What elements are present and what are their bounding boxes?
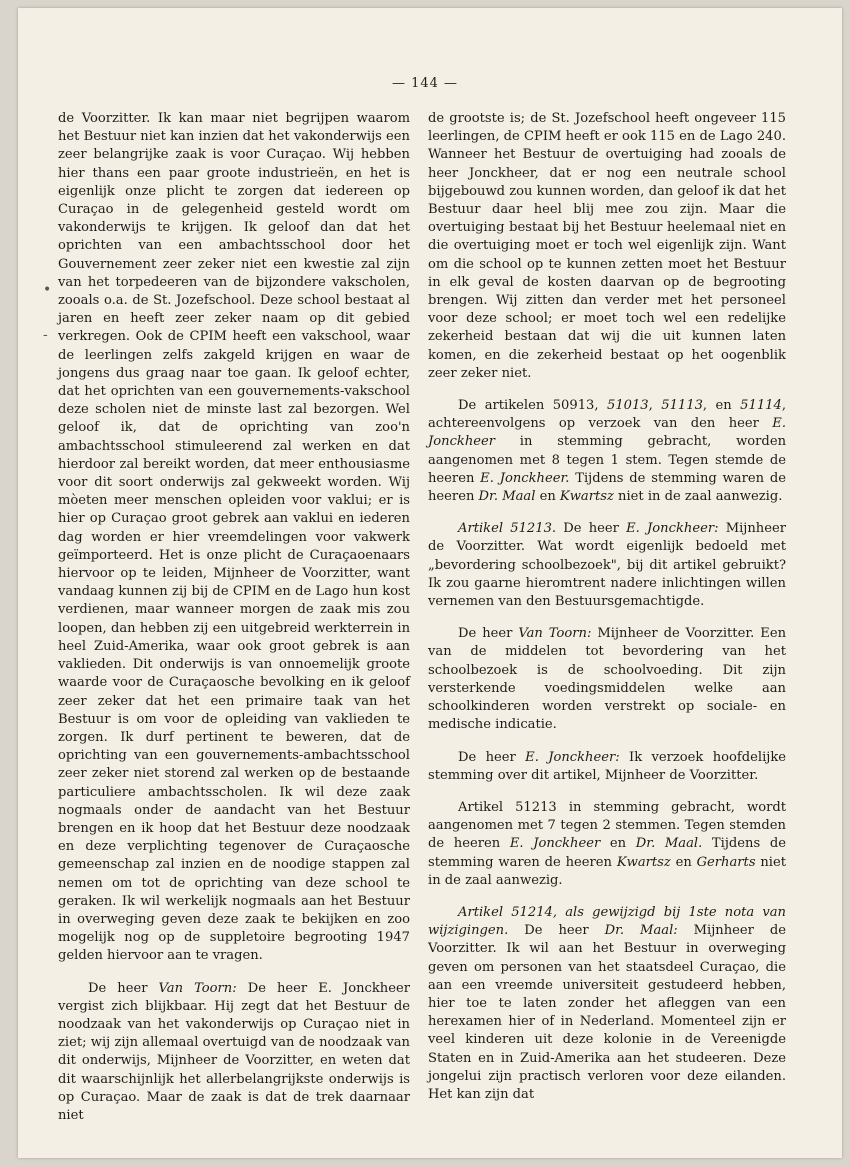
paragraph-artikel-51214: Artikel 51214, als gewijzigd bij 1ste nota van wijzigingen. De heer Dr. Maal: Mijnheer de Voorzitter. Ik wil aan het Bestuur in overweging geven om personen van het staatsdeel Curaçao, die aan een vreemde universiteit gestudeerd hebben, hier toe te laten zonder het afleggen van een herexamen hier of in Nederland. Momenteel zijn er veel kinderen uit deze kolonie in de Vereenigde Staten en in Zuid-Amerika aan het studeeren. Deze jongelui zijn practisch verloren voor deze eilanden. Het kan zijn dat bbox=[428, 904, 786, 1102]
article-heading: Artikel 51214, als gewijzigd bij 1ste nota van wijzigingen. bbox=[428, 904, 786, 939]
margin-dash: - bbox=[43, 327, 48, 343]
speaker-name: Dr. Maal: bbox=[604, 923, 678, 939]
paragraph-van-toorn-reply: De heer Van Toorn: De heer E. Jonckheer vergist zich blijkbaar. Hij zegt dat het Bestuur de noodzaak van het vakonderwijs op Curaçao niet in ziet; wij zijn allemaal overtuigd van de noodzaak van dit onderwijs, Mijnheer de Voorzitter, en weten dat dit waarschijnlijk het allerbelangrijkste onderwijs is op Curaçao. Maar de zaak is dat de trek daarnaar niet bbox=[58, 980, 411, 1123]
paragraph-jonckheer-stemming: De heer E. Jonckheer: Ik verzoek hoofdelijke stemming over dit artikel, Mijnheer de Voorzitter. bbox=[428, 749, 786, 783]
paragraph-continuation-right: de grootste is; de St. Jozefschool heeft ongeveer 115 leerlingen, de CPIM heeft er ook 115 en de Lago 240. Wanneer het Bestuur de overtuiging had zooals de heer Jonckheer, dat er nog een neutrale school bijgebouwd zou kunnen worden, dan geloof ik dat het Bestuur daar heel blij mee zou zijn. Maar die overtuiging bestaat bij het Bestuur heelemaal niet en die overtuiging moet er toch wel eigenlijk zijn. Want om die school op te kunnen zetten moet het Bestuur in elk geval de kosten daarvan op de begrooting brengen. Wij zitten dan verder met het personeel voor deze school; er moet toch wel een redelijke zekerheid bestaan dat wij die uit kunnen laten komen, en die zekerheid bestaat op het oogenblik zeer zeker niet. bbox=[428, 111, 786, 381]
paragraph-continuation: de Voorzitter. Ik kan maar niet begrijpen waarom het Bestuur niet kan inzien dat het vakonderwijs een zeer belangrijke zaak is voor Curaçao. Wij hebben hier thans een paar groote industrieën, en het is eigenlijk onze plicht te zorgen dat iedereen op Curaçao in de gelegenheid gesteld wordt om vakonderwijs te krijgen. Ik geloof dan dat het oprichten van een ambachtsschool door het Gouvernement zeer zeker niet een kwestie zal zijn van het torpedeeren van de bijzondere vakscholen, zooals o.a. de St. Jozefschool. Deze school bestaat al jaren en heeft zeer zeker naam op dit gebied verkregen. Ook de CPIM heeft een vakschool, waar de leerlingen zelfs zakgeld krijgen en waar de jongens dus graag naar toe gaan. Ik geloof echter, dat het oprichten van een gouvernements-vakschool deze scholen niet de minste last zal bezorgen. Wel geloof ik, dat de oprichting van zoo'n ambachtsschool stimuleerend zal werken en dat hierdoor zal bereikt worden, dat meer enthousiasme voor dit soort onderwijs zal gekweekt worden. Wij mòeten meer menschen opleiden voor vaklui; er is hier op Curaçao groot gebrek aan vaklui en iederen dag worden er hier vreemdelingen voor vakwerk geïmporteerd. Het is onze plicht de Curaçaoenaars hiervoor op te leiden, Mijnheer de Voorzitter, want vandaag kunnen zij bij de CPIM en de Lago hun kost verdienen, maar wanneer morgen de zaak mis zou loopen, dan hebben zij een uitgebreid werkterrein in heel Zuid-Amerika, waar ook groot gebrek is aan vaklieden. Dit onderwijs is van onnoemelijk groote waarde voor de Curaçaosche bevolking en ik geloof zeer zeker dat het een primaire taak van het Bestuur is om voor de opleiding van vaklieden te zorgen. Ik durf pertinent te beweren, dat de oprichting van een gouvernements-ambachtsschool zeer zeker niet storend zal werken op de bestaande particuliere ambachtsscholen. Ik wil deze zaak nogmaals onder de aandacht van het Bestuur brengen en ik hoop dat het Bestuur deze noodzaak en deze verplichting tegenover de Curaçaosche gemeenschap zal inzien en de noodige stappen zal nemen om tot de oprichting van deze school te geraken. Ik wil werkelijk nogmaals aan het Bestuur in overweging geven deze zaak te bekijken en zoo mogelijk nog op de suppletoire begrooting 1947 gelden hiervoor aan te vragen. bbox=[58, 111, 410, 964]
right-column bbox=[428, 110, 786, 1104]
page-number: — 144 — bbox=[391, 76, 459, 91]
paragraph-artikel-51213: Artikel 51213. De heer E. Jonckheer: Mijnheer de Voorzitter. Wat wordt eigenlijk bedoeld met „bevordering schoolbezoek", bij dit artikel gebruikt? Ik zou gaarne hieromtrent nadere inlichtingen willen vernemen van den Bestuursgemachtigde. bbox=[428, 521, 786, 610]
paragraph-artikelen-vote: De artikelen 50913, 51013, 51113, en 51114, achtereenvolgens op verzoek van den heer E. Jonckheer in stemming gebracht, worden aangenomen met 8 tegen 1 stem. Tegen stemde de heeren E. Jonckheer. Tijdens de stemming waren de heeren Dr. Maal en Kwartsz niet in de zaal aanwezig. bbox=[428, 398, 786, 505]
margin-dot: • bbox=[43, 282, 52, 298]
speaker-name: E. Jonckheer: bbox=[626, 521, 719, 537]
article-heading: Artikel 51213. bbox=[458, 521, 557, 537]
left-column bbox=[58, 110, 410, 1125]
paragraph-artikel-vote-result: Artikel 51213 in stemming gebracht, wordt aangenomen met 7 tegen 2 stemmen. Tegen stemden de heeren E. Jonckheer en Dr. Maal. Tijdens de stemming waren de heeren Kwartsz en Gerharts niet in de zaal aanwezig. bbox=[428, 799, 787, 888]
speaker-name: Van Toorn: bbox=[158, 980, 237, 996]
speaker-name: E. Jonckheer: bbox=[525, 749, 620, 765]
paragraph-van-toorn-schoolvoeding: De heer Van Toorn: Mijnheer de Voorzitter. Een van de middelen tot bevordering van het schoolbezoek is de schoolvoeding. Dit zijn versterkende voedingsmiddelen welke aan schoolkinderen worden verstrekt op sociale- en medische indicatie. bbox=[428, 626, 787, 733]
speaker-name: Van Toorn: bbox=[518, 626, 592, 642]
